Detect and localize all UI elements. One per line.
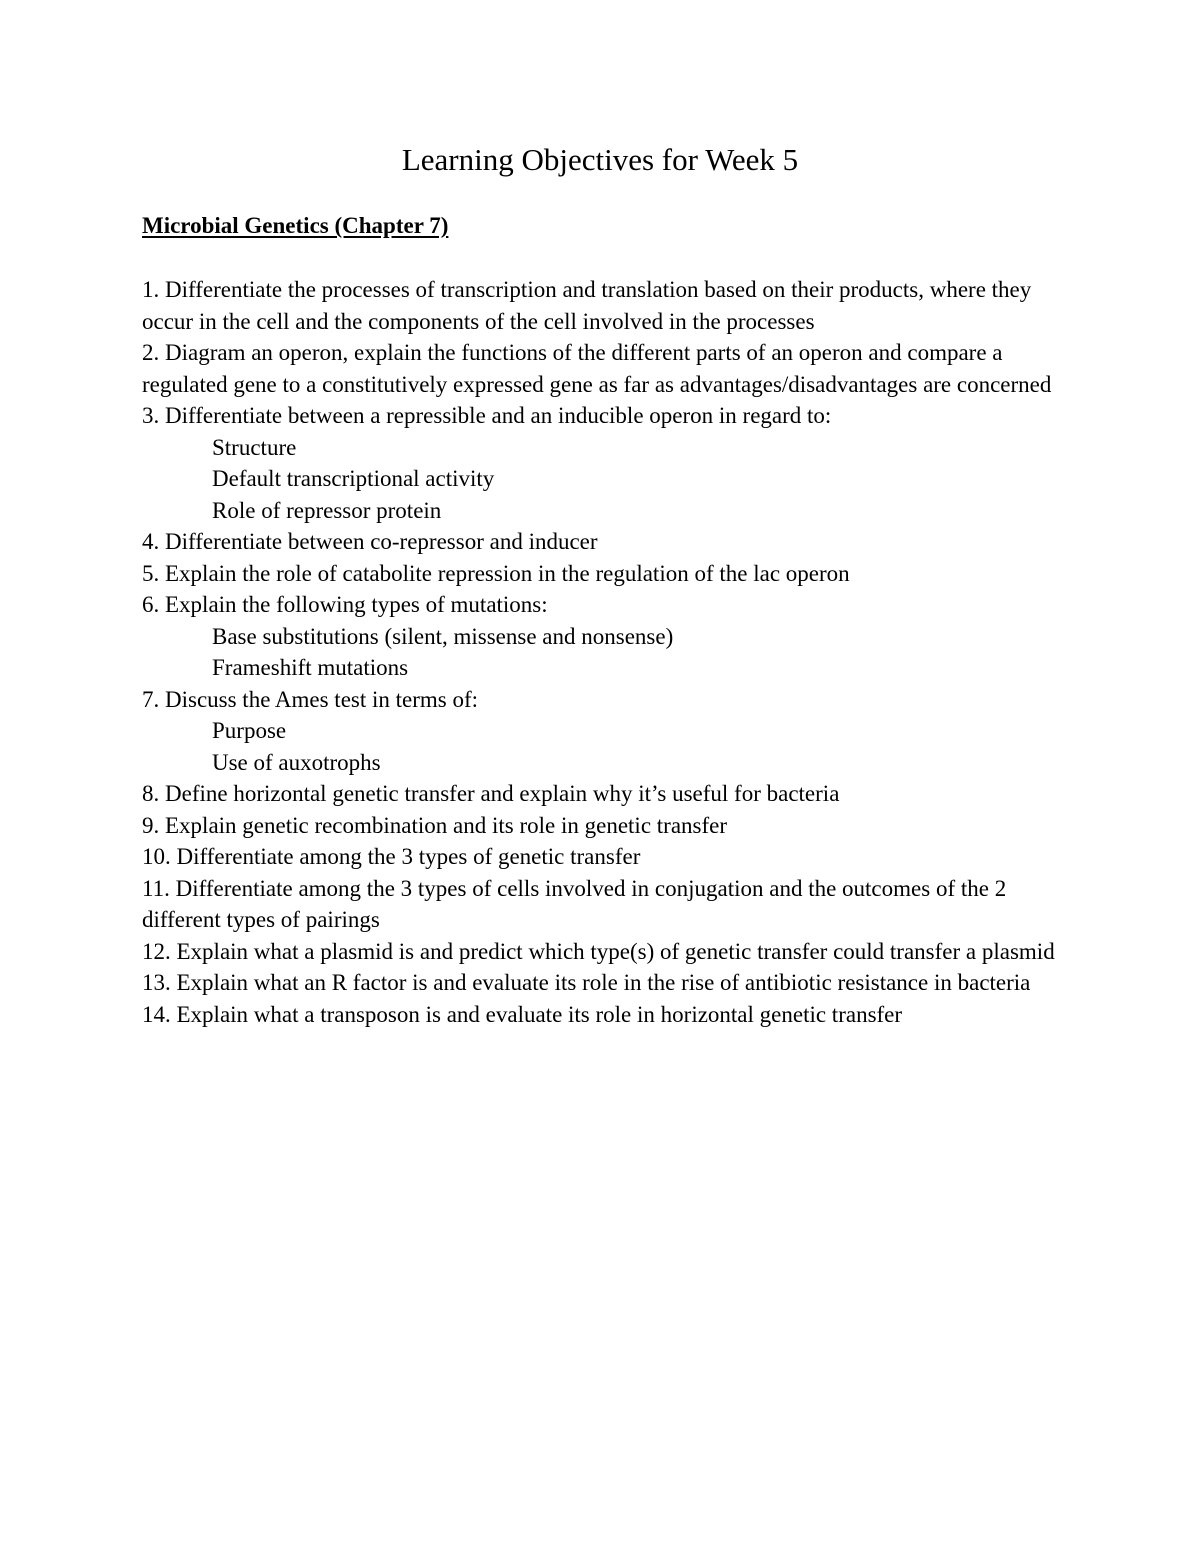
objective-subitem: Use of auxotrophs [212, 749, 381, 775]
objective-item [142, 873, 1062, 936]
objective-text: 11. Differentiate among the 3 types of cells involved in conjugation and the outcomes of the 2 different types of pairings [142, 875, 1007, 932]
objective-item [142, 337, 1062, 400]
objective-text: 13. Explain what an R factor is and evaluate its role in the rise of antibiotic resistance in bacteria [142, 970, 1031, 995]
objective-item [142, 589, 1062, 684]
objective-text: 9. Explain genetic recombination and its role in genetic transfer [142, 812, 728, 838]
objective-item [142, 526, 1062, 558]
objective-item [142, 778, 1062, 810]
objective-subitem: Default transcriptional activity [212, 466, 495, 491]
objective-text: 12. Explain what a plasmid is and predict which type(s) of genetic transfer could transfer a plasmid [142, 938, 1055, 964]
objective-subitem: Structure [212, 434, 297, 460]
objective-sublist [142, 621, 1062, 684]
objective-item [142, 999, 1062, 1031]
objective-item [142, 684, 1062, 779]
page-title: Learning Objectives for Week 5 [401, 142, 799, 177]
objective-subitem: Base substitutions (silent, missense and nonsense) [212, 623, 674, 649]
objective-item [142, 558, 1062, 590]
objective-text: 2. Diagram an operon, explain the functions of the different parts of an operon and compare a regulated gene to a constitutively expressed gene as far as advantages/disadvantages are concerned [142, 340, 1052, 397]
objective-text: 14. Explain what a transposon is and evaluate its role in horizontal genetic transfer [142, 1001, 903, 1027]
section-heading: Microbial Genetics (Chapter 7) [142, 213, 449, 238]
objective-text: 10. Differentiate among the 3 types of genetic transfer [142, 844, 641, 869]
objective-text: 8. Define horizontal genetic transfer and explain why it’s useful for bacteria [142, 781, 840, 806]
objective-text: 5. Explain the role of catabolite repression in the regulation of the lac operon [142, 560, 850, 586]
objective-subitem: Frameshift mutations [212, 655, 409, 680]
objective-text: 3. Differentiate between a repressible and an inducible operon in regard to: [142, 403, 832, 428]
objective-item [142, 810, 1062, 842]
objective-sublist [142, 715, 1062, 778]
objective-subitem: Role of repressor protein [212, 497, 442, 523]
objective-item [142, 400, 1062, 526]
objective-text: 4. Differentiate between co-repressor and inducer [142, 529, 598, 554]
objective-text: 6. Explain the following types of mutations: [142, 592, 548, 617]
objective-sublist [142, 432, 1062, 527]
objective-text: 1. Differentiate the processes of transcription and translation based on their products, where they occur in the cell and the components of the cell involved in the processes [142, 277, 1032, 334]
objective-item [142, 967, 1062, 999]
objective-text: 7. Discuss the Ames test in terms of: [142, 686, 479, 712]
objective-item [142, 936, 1062, 968]
objective-subitem: Purpose [212, 718, 287, 743]
objective-item [142, 274, 1062, 337]
objectives-list [142, 274, 1062, 1030]
objective-item [142, 841, 1062, 873]
